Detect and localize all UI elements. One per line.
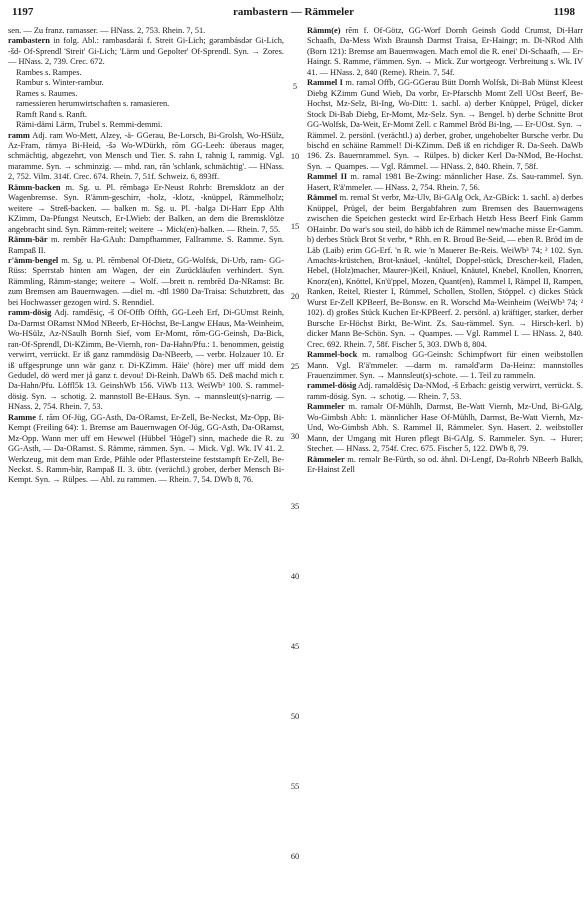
entry-text: m. raməl Offb, GG-GGerau Bütt Dornh Wolfsk, Di-Bab Münst Kleest Diebg KZimm Gund Wieb, Da vorbr, Er-Pfarschb Momt Zell UOst Beerf, Be-Hochst, Mz-Selz, Bi-Ing, Wo-Ditt: 1. sachl. a) derber Knüppel, Prügel, dicker Stock Di-Bab Diebg, Er-Momt, Mz-Selz. Syn. → Bengel. b) derbe Schnitte Brot GG-Wolfsk, Da-Weit, Er-Momt Zell. c Rammel Bröd Bi-Ing, — Er-UOst. Syn. → Rämmel. 2. persönl. (verächtl.) a) derber, grober, ungehobelter Bursche verbr. Du bischd en schäine Rammel! Di-KZimm. Deß iß en richdiger R. Da-Seeh. DaWb 196. Zs. Bauernrammel. Syn. → Rülpes. b) dicker Kerl Da-NMod, Be-Hochst. Syn. → Quampes. — Vgl. Rämmel. — HNass. 2, 840. Rhein. 7, 58f.: [307, 78, 583, 171]
line-number: 10: [290, 152, 300, 162]
line-number: 30: [290, 432, 300, 442]
entry-text: Adj. ramdēsiç, -š Of-Offb Offth, GG-Leeh Erf, Di-GUmst Reinh, Da-Darmst ORamst NMod NBeerb, Er-Höchst, Be-Langw EHaus, Ma-Weinheim, Wo-HSülz, Az-NSaulh Bornh Sief, vom Er-Momt, rōm-GG-Geinsh, Da-Bick, ran-Of-Sprendl, Di-KZimm, Be-Viernh, ron- Da-Hahn/Pfu.: 1. benommen, geistig verwirrt, verrückt. Er iß ganz rammdösig Da-NBeerb, — verbr. Holzauer 10. Er iß uffgesprunge unn wär ganz r. Di-KZimm. Häie' (höre) mer uff midd dem Gedudel, dö werd mer jå ganz r. devou! Di-Reinh. DaWb 65. Deß machd mich r. Da-Hahn/Pfu. Löffl5k 13. GeinshWb 156. ViWb 113. WeiWb³ 100. S. rammel-dösig. Syn. → schotig. 2. mannstoll Be-EHaus. Syn. → mannsleut(s)-narrig. — HNass. 2, 754. Rhein. 7, 53.: [8, 308, 284, 412]
entry-text: in folg. Abl.: rambasdərái f. Streit Gi-Lich; gərambásdər Gi-Lich, -šd- Of-Sprendl 'Streit' Gi-Lich; 'Lärm und Gepolter' Of-Sprendl. Syn. → Zores. — HNass. 2, 739. Crec. 672.: [8, 36, 284, 67]
entry-text: m. reməlr Be-Fürth, so od. ähnl. Di-Lengf, Da-Rohrb NBeerb Balkh, Er-Hainst Zell: [307, 454, 583, 475]
dictionary-entry: [307, 350, 583, 381]
line-number: 50: [290, 712, 300, 722]
entry-text: Ramft Rand s. Ranft.: [16, 109, 87, 119]
dictionary-entry: [8, 89, 284, 99]
line-number: 60: [290, 852, 300, 862]
entry-headword: Rämm-bär: [8, 235, 48, 245]
dictionary-entry: [8, 99, 284, 109]
dictionary-entry: [8, 235, 284, 256]
dictionary-entry: [8, 308, 284, 413]
dictionary-entry: [307, 193, 583, 350]
entry-text: sen. — Zu franz. ramasser. — HNass. 2, 753. Rhein. 7, 51.: [8, 26, 206, 35]
line-number: 45: [290, 642, 300, 652]
entry-text: ramessieren herumwirtschaften s. ramasieren.: [16, 99, 170, 109]
dictionary-entry: [8, 120, 284, 130]
entry-headword: Rammel II: [307, 172, 348, 182]
dictionary-entry: [8, 183, 284, 235]
dictionary-entry: [307, 172, 583, 193]
line-number: 15: [290, 222, 300, 232]
entry-headword: Ramme: [8, 412, 36, 422]
dictionary-entry: [8, 256, 284, 308]
entry-text: Rämi-dämi Lärm, Trubel s. Remmi-demmi.: [16, 120, 163, 130]
entry-headword: Rammeler: [307, 402, 345, 412]
entry-headword: ramm: [8, 130, 30, 140]
page-number-left: 1197: [12, 6, 34, 18]
dictionary-entry: [8, 68, 284, 78]
right-column: [307, 26, 583, 906]
entry-headword: Rammel-bock: [307, 350, 358, 360]
dictionary-entry: [8, 26, 284, 36]
line-number: 35: [290, 502, 300, 512]
entry-headword: Rämm(e): [307, 26, 341, 35]
entry-headword: Rammel I: [307, 78, 343, 88]
left-column: [8, 26, 284, 906]
entry-headword: rambastern: [8, 36, 50, 46]
entry-text: m. rembēr Ha-GAuh: Dampfhammer, Fallramme. S. Ramme. Syn. Rampaß II.: [8, 235, 284, 255]
entry-text: m. Sg. u. Pl. rēmbagə Er-Neust Rohrb: Bremsklotz an der Wagenbremse. Syn. R'ämm-geschirr, -holz, -klotz, -knüppel, Rämmelholz; weitere → Streß-backen. — balken m. Sg. u. Pl. -balgə Di-Harr Epp Alth KZimm, Da-Pfungst Neutsch, Er-LWieb: der Balken, an dem die Bremsklötze angebracht sind. Syn. Rämm-reitel; weitere → Mick(en)-balken. — Rhein. 7, 55.: [8, 182, 284, 234]
entry-text: m. Sg. u. Pl. rēmbenəl Of-Dietz, GG-Wolfsk, Di-Urb, ram- GG-Rüss: Sperrstab hinten am Wagen, der ein Zurückläufen verhindert. Syn. Rämmling, Rämm-stange; weitere → Wolf. —brett n. rembrēd Da-NRamst: Br. zum Bremsen am Bauernwagen. —diel m. -dīl 1980 Da-Traisa: Schutzbrett, das bei Hochwasser gezogen wird. S. Renndiel.: [8, 255, 284, 307]
entry-text: m. raməlr Of-Mühlh, Darmst, Be-Watt Viernh, Mz-Und, Bi-GAlg, Wo-Gimbsh Abh: 1. männlicher Hase Of-Mühlh, Darmst, Be-Watt Viernh, Mz-Und, Wo-Gimbsh Abh. S. Rammel II, Rämmeler. Syn. Hasert. 2. weibstoller Mann, der Umgang mit Huren pflegt Bi-GAlg. S. Rammeler. Syn. → Hurer; Stecher. — HNass. 2, 754f. Crec. 675. Fischer 5, 122. DWb 8, 79.: [307, 402, 583, 454]
entry-text: Adj. ram Wo-Mett, Alzey, -ä- GGerau, Be-Lorsch, Bi-Grolsh, Wo-HSülz, Az-Fram, rämyə Bi-Heid, -šə Wo-WDürkh, rōm GG-Leeh: überaus mager, schmächtig, abgezehrt, von Mensch und Tier. S. rahn I, rahnig I, rammig. Vgl. maramme. Syn. → schminzig. — mhd. ran, rān 'schlank, schmächtig'. — HNass. 2, 752. Vilm. 314f. Crec. 674. Rhein. 7, 51f. Schweiz. 6, 893ff.: [8, 130, 284, 182]
entry-headword: ramm-dösig: [8, 308, 52, 318]
line-number: 25: [290, 362, 300, 372]
dictionary-entry: [8, 413, 284, 486]
entry-headword: Rämm-backen: [8, 182, 61, 192]
dictionary-entry: [307, 402, 583, 454]
page-header: [12, 6, 575, 22]
dictionary-entry: [307, 381, 583, 402]
entry-text: rēm f. Of-Götz, GG-Worf Dornh Geinsh Godd Crumst, Di-Harr Schaafh, Da-Mess Wixh Braunsh Darmst Traisa, Er-Haingr; m. Di-NRod Alth (Born 121): Bremse am Bauernwagen. Mach emol die R. enei' Di-Schaafh, — Er-Haingr. S. Ramme, r'ämmen. Syn. → Mick. Zur wortgeogr. Verbreitung s. Wk. IV 41. — HNass. 2, 840 (Reme). Rhein. 7, 54f.: [307, 26, 583, 77]
dictionary-entry: [307, 78, 583, 172]
entry-text: Adj. raməldēsiç Da-NMod, -š Erbach: geistig verwirrt, verrückt. S. ramm-dösig. Syn. → schotig. — Rhein. 7, 53.: [307, 381, 583, 401]
line-number: 40: [290, 572, 300, 582]
dictionary-entry: [8, 110, 284, 120]
entry-text: Rames s. Raumes.: [16, 88, 78, 98]
entry-text: m. raməlbog GG-Geinsh: Schimpfwort für einen weibstollen Mann. Vgl. R'ä'mmeler. —darm m. raməld'ərm Da-Heinz: mannstolles Frauenzimmer. Syn. → Mannsleut(s)-schote. — 1. Teil zu rammeln.: [307, 350, 583, 380]
line-number: 55: [290, 782, 300, 792]
entry-text: m. reməl St verbr, Mz-Ulv, Bi-GAlg Ock, Az-GBick: 1. sachl. a) derbes Knüppel, Prügel, der beim Bergabfahren zum Bremsen des Bauernwagens zwischen die Speichen gesteckt wird Er-Erbach Hetzb Hess Beerf Fink Gamm OHainbr. Do war's sou steil, do häbb ich de Rämmel new'mache misse Er-Gamm. b) derbes Stück Brot St verbr, * Rhh. en R. Broud Be-Seid, — eben R. Bröd im de Läb (Laib) erim GG-Erf. 'n R. wie 'n Mauerer Be-Reis. WeiWb³ 74; ² 102. Syn. Amachts-krüstchen, Brot-knäuel, -knültel, Doppel-stück, Drescher-keil, Fladen, Hebel, (Holz)macher, Maurer-)Keil, Knäuel, Knäutel, Knebel, Knollen, Knorren, Knorz(en), Knöttel, Kn'ü'ppel, Mozen, Quant(en), Rammel I, Rämpel II, Rampen, Ranken, Reitel, Riester I, Rümmel, Schollen, Stollen, Stöppel. c) dickes Stück Wurst Er-Zell KPBeerf, Be-Bonsw. en R. Worschd Ma-Weinheim (WeiWb³ 74; ² 102). d) großes Stück Kuchen Er-KPBeerf. 2. persönl. a) kräftiger, starker, derber Bursche Er-Höchst Birkt, Be-Wint. Zs. Sau-rämmel. Syn. → Hirsch-kerl. b) dicker Mann Be-Schön. Syn. → Quampes. — Vgl. Rammel I. — HNass. 2, 840. Crec. 692. Rhein. 7, 58f. Fischer 5, 303. DWb 8, 804.: [307, 193, 583, 349]
entry-headword: Rämmeler: [307, 454, 345, 464]
dictionary-entry: [8, 78, 284, 88]
line-number: 20: [290, 292, 300, 302]
dictionary-entry: [307, 26, 583, 78]
running-title: rambastern — Rämmeler: [233, 6, 354, 18]
entry-text: f. rām Of-Jüg, GG-Asth, Da-ORamst, Er-Zell, Be-Neckst, Mz-Opp, Bi-Kempt (Freiling 64): 1. Bremse am Bauernwagen Of-Jüg, GG-Asth, Da-ORamst, Mz-Opp. Wann mer uff em Hewwel (Hübbel 'Hügel') sinn, machede die R. zu GG-Asth, — Da-ORamst. S. Rämme, rämmen. Syn. → Mick. Vgl. Wk. IV 41. 2. Werkzeug, mit dem man Erde, Pfähle oder Pflastersteine feststampft Er-Zell, Be-Neckst. S. Ramm-bär, Rampaß II. 3. übtr. (verächtl.) grober, derber Mensch Bi-Kempt. Syn. → Rülpes. — Abl. zu rammen. — Rhein. 7, 54. DWb 8, 76.: [8, 412, 284, 485]
entry-text: Rambes s. Rampes.: [16, 67, 82, 77]
dictionary-entry: [8, 131, 284, 183]
page-number-right: 1198: [553, 6, 575, 18]
line-number: 5: [292, 82, 298, 91]
dictionary-entry: [307, 455, 583, 476]
entry-text: m. raməl 1981 Be-Zwing: männlicher Hase. Zs. Sau-rammel. Syn. Hasert, R'ä'mmeler. — HNass. 2, 754. Rhein. 7, 56.: [307, 172, 583, 192]
entry-headword: Rämmel: [307, 193, 338, 203]
entry-headword: rammel-dösig: [307, 381, 357, 391]
entry-text: Rambur s. Winter-rambur.: [16, 78, 104, 88]
entry-headword: r'ämm-bengel: [8, 255, 59, 265]
dictionary-entry: [8, 36, 284, 67]
